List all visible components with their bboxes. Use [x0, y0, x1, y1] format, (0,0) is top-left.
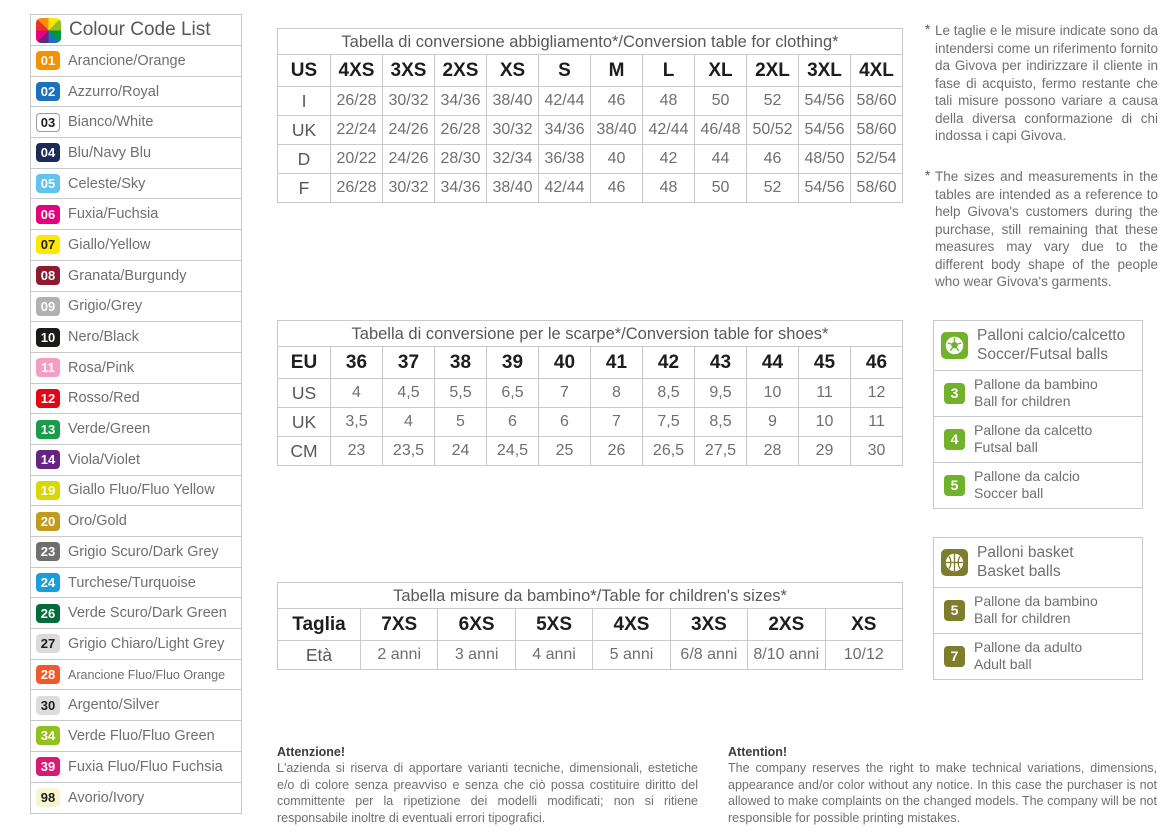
- colour-swatch-badge: 07: [36, 235, 60, 254]
- colour-swatch-badge: 06: [36, 205, 60, 224]
- colour-swatch-badge: 26: [36, 604, 60, 623]
- colour-code-list-body: [31, 46, 241, 813]
- table-row-label: F: [278, 174, 331, 203]
- table-cell: 5: [435, 408, 487, 437]
- size-note-english: [925, 168, 1158, 291]
- colour-wheel-icon: [36, 18, 61, 43]
- ball-size-item: [934, 371, 1142, 417]
- table-cell: 50: [695, 174, 747, 203]
- basketball-icon: [941, 549, 968, 576]
- ball-item-it: Pallone da bambino: [974, 375, 1098, 392]
- table-cell: 7: [591, 408, 643, 437]
- table-cell: 4: [331, 379, 383, 408]
- colour-label: Rosa/Pink: [68, 359, 135, 376]
- ball-item-en: Futsal ball: [974, 439, 1038, 456]
- colour-swatch-badge: 08: [36, 266, 60, 285]
- ball-item-en: Ball for children: [974, 610, 1071, 627]
- shoes-conversion-table: [277, 320, 903, 466]
- colour-swatch-badge: 19: [36, 481, 60, 500]
- colour-label: Bianco/White: [68, 114, 154, 131]
- ball-box-title-en: Basket balls: [977, 563, 1061, 581]
- colour-list-item: [31, 77, 241, 108]
- colour-list-item: [31, 783, 241, 814]
- colour-swatch-badge: 09: [36, 297, 60, 316]
- ball-box-title-en: Soccer/Futsal balls: [977, 346, 1108, 364]
- size-note-italian: [925, 22, 1158, 145]
- colour-list-item: [31, 629, 241, 660]
- ball-size-badge: 4: [944, 429, 965, 450]
- table-cell: 24/26: [383, 116, 435, 145]
- colour-swatch-badge: 02: [36, 82, 60, 101]
- table-cell: 30: [851, 437, 903, 466]
- colour-label: Argento/Silver: [68, 697, 160, 714]
- colour-code-list: [30, 14, 242, 814]
- colour-label: Azzurro/Royal: [68, 83, 160, 100]
- table-cell: 54/56: [799, 116, 851, 145]
- colour-swatch-badge: 28: [36, 665, 60, 684]
- attention-body-it: L'azienda si riserva di apportare varianti tecniche, dimensionali, estetiche e/o di colore senza preavviso e senza che ciò possa costituire diritto del committente per la ripetizione dei modelli modificati; non si ritiene responsabile inoltre di eventuali errori tipografici.: [277, 761, 698, 825]
- table-column-header: 2XS: [435, 55, 487, 87]
- colour-swatch-badge: 14: [36, 450, 60, 469]
- table-column-header: 3XS: [383, 55, 435, 87]
- colour-swatch-badge: 10: [36, 328, 60, 347]
- size-note-english-text: The sizes and measurements in the tables are intended as a reference to help Givova's customers during the purchase, still remaining that these measures may vary due to the different body shape of the people who wear Givova's garments.: [935, 169, 1158, 290]
- colour-list-item: [31, 660, 241, 691]
- colour-swatch-badge: 11: [36, 358, 60, 377]
- table-cell: 46/48: [695, 116, 747, 145]
- table-cell: 48: [643, 174, 695, 203]
- table-cell: 38/40: [487, 87, 539, 116]
- table-cell: 2 anni: [361, 641, 438, 670]
- table-cell: 52: [747, 174, 799, 203]
- colour-list-item: [31, 537, 241, 568]
- colour-swatch-badge: 98: [36, 788, 60, 807]
- colour-list-item: [31, 568, 241, 599]
- table-row-label: D: [278, 145, 331, 174]
- table-cell: 12: [851, 379, 903, 408]
- ball-size-item: [934, 634, 1142, 679]
- colour-label: Arancione Fluo/Fluo Orange: [68, 667, 226, 682]
- colour-swatch-badge: 30: [36, 696, 60, 715]
- table-column-header: 37: [383, 347, 435, 379]
- ball-item-it: Pallone da calcio: [974, 467, 1080, 484]
- table-cell: 8,5: [695, 408, 747, 437]
- attention-title-en: Attention!: [728, 745, 788, 759]
- table-cell: 23,5: [383, 437, 435, 466]
- table-column-header: L: [643, 55, 695, 87]
- colour-swatch-badge: 03: [36, 113, 60, 132]
- table-column-header: XS: [487, 55, 539, 87]
- colour-swatch-badge: 04: [36, 143, 60, 162]
- table-cell: 40: [591, 145, 643, 174]
- ball-item-it: Pallone da bambino: [974, 592, 1098, 609]
- table-title: Tabella di conversione abbigliamento*/Conversion table for clothing*: [277, 28, 903, 54]
- table-cell: 4 anni: [515, 641, 592, 670]
- table-row-label: UK: [278, 116, 331, 145]
- colour-label: Granata/Burgundy: [68, 267, 187, 284]
- table-cell: 26: [591, 437, 643, 466]
- table-row-label: Età: [278, 641, 361, 670]
- table-cell: 3,5: [331, 408, 383, 437]
- ball-size-item: [934, 417, 1142, 463]
- ball-item-it: Pallone da adulto: [974, 638, 1083, 655]
- soccer-balls-box: [933, 320, 1143, 509]
- ball-item-it: Pallone da calcetto: [974, 421, 1093, 438]
- colour-label: Fuxia Fluo/Fluo Fuchsia: [68, 758, 223, 775]
- colour-label: Giallo/Yellow: [68, 236, 151, 253]
- table-cell: 24: [435, 437, 487, 466]
- table-column-header: 44: [747, 347, 799, 379]
- table-column-header: 41: [591, 347, 643, 379]
- table-column-header: 40: [539, 347, 591, 379]
- table-cell: 42/44: [539, 174, 591, 203]
- table-column-header: 42: [643, 347, 695, 379]
- colour-code-list-title: Colour Code List: [69, 19, 211, 40]
- colour-list-item: [31, 506, 241, 537]
- table-cell: 28/30: [435, 145, 487, 174]
- table-cell: 9,5: [695, 379, 747, 408]
- table-cell: 7,5: [643, 408, 695, 437]
- asterisk-marker: *: [925, 168, 931, 183]
- table-cell: 20/22: [331, 145, 383, 174]
- colour-swatch-badge: 23: [36, 542, 60, 561]
- colour-swatch-badge: 39: [36, 757, 60, 776]
- table-cell: 48/50: [799, 145, 851, 174]
- ball-box-header: [934, 321, 1142, 371]
- table-column-header: 46: [851, 347, 903, 379]
- table-cell: 29: [799, 437, 851, 466]
- table-cell: 26,5: [643, 437, 695, 466]
- table-cell: 8,5: [643, 379, 695, 408]
- colour-swatch-badge: 05: [36, 174, 60, 193]
- colour-label: Avorio/Ivory: [68, 789, 145, 806]
- table-cell: 28: [747, 437, 799, 466]
- colour-swatch-badge: 13: [36, 420, 60, 439]
- table-column-header: 7XS: [361, 609, 438, 641]
- colour-list-item: [31, 138, 241, 169]
- ball-size-badge: 3: [944, 383, 965, 404]
- children-sizes-table: [277, 582, 903, 670]
- table-cell: 38/40: [487, 174, 539, 203]
- table-cell: 34/36: [435, 87, 487, 116]
- size-note-italian-text: Le taglie e le misure indicate sono da intendersi come un riferimento fornito da Givova per indirizzare il cliente in fase di acquisto, fermo restante che tali misure possono variare a causa della diversa conformazione di chi indossa i capi Givova.: [935, 23, 1158, 144]
- table-title: Tabella misure da bambino*/Table for children's sizes*: [277, 582, 903, 608]
- table-cell: 11: [799, 379, 851, 408]
- table-cell: 8/10 anni: [748, 641, 825, 670]
- colour-list-item: [31, 46, 241, 77]
- table-cell: 42/44: [643, 116, 695, 145]
- ball-size-badge: 5: [944, 600, 965, 621]
- colour-label: Arancione/Orange: [68, 52, 186, 69]
- table-column-header: 4XS: [593, 609, 670, 641]
- table-cell: 26/28: [435, 116, 487, 145]
- table-column-header: 5XS: [515, 609, 592, 641]
- colour-swatch-badge: 20: [36, 512, 60, 531]
- table-column-header: 38: [435, 347, 487, 379]
- attention-note-italian: [277, 745, 698, 826]
- colour-swatch-badge: 24: [36, 573, 60, 592]
- table-cell: 6: [539, 408, 591, 437]
- table-cell: 58/60: [851, 174, 903, 203]
- colour-list-item: [31, 721, 241, 752]
- clothing-conversion-table: [277, 28, 903, 203]
- table-cell: 24/26: [383, 145, 435, 174]
- table-cell: 38/40: [591, 116, 643, 145]
- colour-list-item: [31, 107, 241, 138]
- table-column-header: XL: [695, 55, 747, 87]
- ball-box-title-it: Palloni basket: [977, 544, 1074, 561]
- table-column-header: M: [591, 55, 643, 87]
- table-cell: 36/38: [539, 145, 591, 174]
- colour-code-list-header: [31, 15, 241, 46]
- colour-label: Verde Scuro/Dark Green: [68, 605, 227, 622]
- table-cell: 10: [747, 379, 799, 408]
- table-cell: 26/28: [331, 174, 383, 203]
- colour-label: Grigio Chiaro/Light Grey: [68, 635, 225, 652]
- colour-label: Viola/Violet: [68, 451, 141, 468]
- table-column-header: Taglia: [278, 609, 361, 641]
- table-column-header: 3XL: [799, 55, 851, 87]
- colour-label: Giallo Fluo/Fluo Yellow: [68, 482, 215, 499]
- table-column-header: 36: [331, 347, 383, 379]
- asterisk-marker: *: [925, 22, 931, 37]
- colour-list-item: [31, 598, 241, 629]
- attention-title-it: Attenzione!: [277, 745, 346, 759]
- table-column-header: 45: [799, 347, 851, 379]
- colour-swatch-badge: 34: [36, 726, 60, 745]
- table-cell: 4: [383, 408, 435, 437]
- table-cell: 9: [747, 408, 799, 437]
- attention-body-en: The company reserves the right to make technical variations, dimensions, appearance and/or color without any notice. In this case the purchaser is not allowed to make complaints on the changed models. The company will be not responsible for possible printing mistakes.: [728, 761, 1157, 825]
- colour-list-item: [31, 414, 241, 445]
- table-cell: 54/56: [799, 174, 851, 203]
- table-cell: 23: [331, 437, 383, 466]
- table-cell: 30/32: [383, 87, 435, 116]
- table-cell: 30/32: [487, 116, 539, 145]
- table-cell: 24,5: [487, 437, 539, 466]
- table-cell: 6: [487, 408, 539, 437]
- table-cell: 27,5: [695, 437, 747, 466]
- colour-list-item: [31, 445, 241, 476]
- colour-list-item: [31, 169, 241, 200]
- table-cell: 48: [643, 87, 695, 116]
- colour-list-item: [31, 476, 241, 507]
- colour-list-item: [31, 690, 241, 721]
- table-cell: 34/36: [435, 174, 487, 203]
- ball-size-badge: 5: [944, 475, 965, 496]
- table-cell: 50/52: [747, 116, 799, 145]
- table-column-header: XS: [825, 609, 902, 641]
- ball-item-en: Ball for children: [974, 393, 1071, 410]
- table-row-label: CM: [278, 437, 331, 466]
- table-cell: 10/12: [825, 641, 902, 670]
- ball-box-title-it: Palloni calcio/calcetto: [977, 327, 1126, 344]
- colour-list-item: [31, 292, 241, 323]
- table-column-header: 3XS: [670, 609, 747, 641]
- attention-note-english: [728, 745, 1157, 826]
- colour-list-item: [31, 752, 241, 783]
- table-cell: 22/24: [331, 116, 383, 145]
- colour-label: Oro/Gold: [68, 513, 127, 530]
- table-cell: 10: [799, 408, 851, 437]
- table-cell: 6/8 anni: [670, 641, 747, 670]
- ball-box-header: [934, 538, 1142, 588]
- colour-swatch-badge: 27: [36, 634, 60, 653]
- table-column-header: 6XS: [438, 609, 515, 641]
- colour-swatch-badge: 12: [36, 389, 60, 408]
- table-cell: 7: [539, 379, 591, 408]
- table-cell: 5 anni: [593, 641, 670, 670]
- table-cell: 58/60: [851, 87, 903, 116]
- table-cell: 8: [591, 379, 643, 408]
- table-column-header: 2XL: [747, 55, 799, 87]
- table-cell: 42: [643, 145, 695, 174]
- table-column-header: 2XS: [748, 609, 825, 641]
- ball-size-badge: 7: [944, 646, 965, 667]
- table-column-header: EU: [278, 347, 331, 379]
- table-cell: 52/54: [851, 145, 903, 174]
- table-column-header: 4XL: [851, 55, 903, 87]
- table-cell: 46: [747, 145, 799, 174]
- colour-label: Blu/Navy Blu: [68, 144, 152, 161]
- table-cell: 5,5: [435, 379, 487, 408]
- colour-list-item: [31, 353, 241, 384]
- colour-list-item: [31, 199, 241, 230]
- table-cell: 11: [851, 408, 903, 437]
- ball-size-item: [934, 463, 1142, 508]
- basket-balls-box: [933, 537, 1143, 680]
- table-cell: 3 anni: [438, 641, 515, 670]
- table-cell: 4,5: [383, 379, 435, 408]
- table-column-header: 39: [487, 347, 539, 379]
- table-column-header: 4XS: [331, 55, 383, 87]
- table-cell: 54/56: [799, 87, 851, 116]
- table-cell: 46: [591, 87, 643, 116]
- ball-item-en: Soccer ball: [974, 485, 1044, 502]
- table-cell: 32/34: [487, 145, 539, 174]
- colour-list-item: [31, 261, 241, 292]
- table-row-label: I: [278, 87, 331, 116]
- table-column-header: US: [278, 55, 331, 87]
- table-column-header: 43: [695, 347, 747, 379]
- ball-item-en: Adult ball: [974, 656, 1032, 673]
- colour-list-item: [31, 322, 241, 353]
- soccer-ball-icon: [941, 332, 968, 359]
- table-title: Tabella di conversione per le scarpe*/Conversion table for shoes*: [277, 320, 903, 346]
- colour-label: Nero/Black: [68, 329, 139, 346]
- table-cell: 50: [695, 87, 747, 116]
- colour-label: Verde Fluo/Fluo Green: [68, 727, 215, 744]
- colour-label: Grigio Scuro/Dark Grey: [68, 543, 219, 560]
- table-cell: 52: [747, 87, 799, 116]
- colour-label: Celeste/Sky: [68, 175, 146, 192]
- table-cell: 34/36: [539, 116, 591, 145]
- colour-label: Grigio/Grey: [68, 298, 143, 315]
- colour-list-item: [31, 384, 241, 415]
- table-cell: 58/60: [851, 116, 903, 145]
- table-cell: 44: [695, 145, 747, 174]
- colour-label: Verde/Green: [68, 421, 151, 438]
- colour-label: Turchese/Turquoise: [68, 574, 196, 591]
- ball-size-item: [934, 588, 1142, 634]
- table-row-label: US: [278, 379, 331, 408]
- colour-swatch-badge: 01: [36, 51, 60, 70]
- colour-list-item: [31, 230, 241, 261]
- table-cell: 46: [591, 174, 643, 203]
- table-column-header: S: [539, 55, 591, 87]
- table-cell: 6,5: [487, 379, 539, 408]
- table-cell: 30/32: [383, 174, 435, 203]
- table-row-label: UK: [278, 408, 331, 437]
- table-cell: 25: [539, 437, 591, 466]
- colour-label: Rosso/Red: [68, 390, 140, 407]
- table-cell: 26/28: [331, 87, 383, 116]
- table-cell: 42/44: [539, 87, 591, 116]
- colour-label: Fuxia/Fuchsia: [68, 206, 159, 223]
